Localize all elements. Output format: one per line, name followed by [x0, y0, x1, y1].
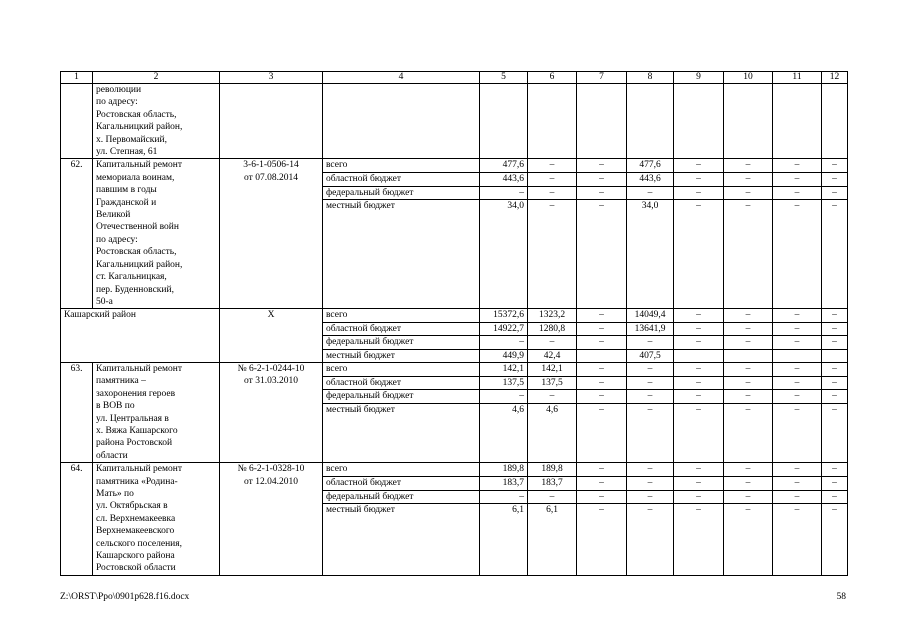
value-cell: – [577, 463, 627, 477]
value-cell: 443,6 [480, 172, 528, 186]
funding-source-cell: всего [323, 463, 480, 477]
value-cell: – [528, 390, 577, 404]
value-cell: – [822, 322, 848, 335]
value-cell: 4,6 [528, 403, 577, 462]
value-cell: – [528, 186, 577, 200]
value-cell: – [627, 463, 674, 477]
empty-cell [822, 84, 848, 159]
empty-cell [773, 84, 822, 159]
value-cell [577, 349, 627, 362]
value-cell: 15372,6 [480, 309, 528, 322]
value-cell: – [480, 336, 528, 349]
value-cell: – [724, 322, 773, 335]
value-cell: – [627, 186, 674, 200]
column-header-5: 5 [480, 72, 528, 84]
document-code-cell: Х [220, 309, 323, 363]
value-cell: – [724, 476, 773, 490]
value-cell: – [627, 336, 674, 349]
value-cell: – [528, 200, 577, 309]
column-header-6: 6 [528, 72, 577, 84]
value-cell: – [674, 376, 724, 390]
empty-cell [528, 84, 577, 159]
value-cell: – [724, 376, 773, 390]
value-cell: – [627, 376, 674, 390]
table-row [61, 84, 848, 159]
value-cell: – [724, 159, 773, 173]
value-cell: 6,1 [480, 504, 528, 576]
value-cell: – [480, 490, 528, 504]
column-header-8: 8 [627, 72, 674, 84]
value-cell: – [724, 490, 773, 504]
value-cell: – [480, 186, 528, 200]
object-name-cell: революции по адресу: Ростовская область, Кагальницкий район, х. Первомайский, ул. Степная, 61 [93, 84, 220, 159]
column-header-4: 4 [323, 72, 480, 84]
value-cell: – [674, 476, 724, 490]
value-cell: 1323,2 [528, 309, 577, 322]
value-cell: – [822, 490, 848, 504]
value-cell: – [674, 490, 724, 504]
value-cell: – [627, 490, 674, 504]
value-cell [674, 349, 724, 362]
funding-source-cell: областной бюджет [323, 172, 480, 186]
funding-source-cell: областной бюджет [323, 476, 480, 490]
row-number-cell: 64. [61, 463, 93, 576]
value-cell: – [674, 322, 724, 335]
value-cell: – [724, 403, 773, 462]
value-cell: – [724, 200, 773, 309]
value-cell: 183,7 [528, 476, 577, 490]
value-cell: 189,8 [480, 463, 528, 477]
value-cell: 137,5 [480, 376, 528, 390]
value-cell: – [528, 336, 577, 349]
value-cell: – [674, 390, 724, 404]
value-cell: 14922,7 [480, 322, 528, 335]
value-cell: 34,0 [627, 200, 674, 309]
empty-cell [674, 84, 724, 159]
value-cell: – [577, 476, 627, 490]
footer-page-number: 58 [836, 592, 846, 602]
value-cell: 407,5 [627, 349, 674, 362]
value-cell: – [822, 309, 848, 322]
value-cell: – [674, 186, 724, 200]
value-cell: – [627, 476, 674, 490]
object-name-cell: Кашарский район [61, 309, 220, 363]
value-cell: – [577, 376, 627, 390]
table-row [61, 362, 848, 376]
value-cell: 137,5 [528, 376, 577, 390]
value-cell: – [822, 336, 848, 349]
object-name-cell: Капитальный ремонт памятника – захоронения героев в ВОВ по ул. Центральная в х. Вяжа Кашарского района Ростовской области [93, 362, 220, 462]
column-header-3: 3 [220, 72, 323, 84]
funding-source-cell: федеральный бюджет [323, 186, 480, 200]
value-cell: – [674, 403, 724, 462]
empty-cell [627, 84, 674, 159]
value-cell: – [822, 463, 848, 477]
value-cell: – [822, 390, 848, 404]
value-cell: – [773, 504, 822, 576]
value-cell: – [822, 504, 848, 576]
value-cell: – [773, 200, 822, 309]
document-code-cell: 3-6-1-0506-14 от 07.08.2014 [220, 159, 323, 309]
value-cell: – [627, 403, 674, 462]
value-cell: – [724, 463, 773, 477]
value-cell: – [773, 463, 822, 477]
value-cell: 142,1 [528, 362, 577, 376]
empty-cell [323, 84, 480, 159]
column-header-1: 1 [61, 72, 93, 84]
value-cell: – [822, 200, 848, 309]
column-header-11: 11 [773, 72, 822, 84]
value-cell: – [577, 172, 627, 186]
value-cell [822, 349, 848, 362]
funding-source-cell: местный бюджет [323, 403, 480, 462]
value-cell: – [674, 336, 724, 349]
value-cell: – [773, 336, 822, 349]
value-cell: – [773, 390, 822, 404]
value-cell: – [773, 159, 822, 173]
value-cell: – [724, 362, 773, 376]
empty-cell [480, 84, 528, 159]
value-cell: – [674, 159, 724, 173]
value-cell: – [724, 186, 773, 200]
funding-source-cell: федеральный бюджет [323, 390, 480, 404]
object-name-cell: Капитальный ремонт мемориала воинам, павшим в годы Гражданской и Великой Отечественной войн по адресу: Ростовская область, Кагальницкий район, ст. Кагальницкая, пер. Буденновский, 50-а [93, 159, 220, 309]
value-cell: 189,8 [528, 463, 577, 477]
value-cell: – [577, 159, 627, 173]
value-cell: – [773, 490, 822, 504]
value-cell: – [577, 309, 627, 322]
row-number-cell [61, 84, 93, 159]
document-code-cell: № 6-2-1-0328-10 от 12.04.2010 [220, 463, 323, 576]
column-header-9: 9 [674, 72, 724, 84]
value-cell: – [773, 172, 822, 186]
value-cell: – [577, 200, 627, 309]
funding-source-cell: всего [323, 362, 480, 376]
value-cell: 443,6 [627, 172, 674, 186]
value-cell: – [674, 362, 724, 376]
value-cell: – [674, 309, 724, 322]
value-cell: – [724, 504, 773, 576]
value-cell: – [773, 362, 822, 376]
value-cell: – [773, 322, 822, 335]
empty-cell [724, 84, 773, 159]
value-cell: – [627, 504, 674, 576]
value-cell: – [822, 476, 848, 490]
value-cell: – [822, 362, 848, 376]
value-cell: – [724, 309, 773, 322]
table-row [61, 463, 848, 477]
value-cell: – [627, 390, 674, 404]
column-header-10: 10 [724, 72, 773, 84]
empty-cell [220, 84, 323, 159]
value-cell: – [773, 186, 822, 200]
funding-source-cell: всего [323, 159, 480, 173]
column-header-12: 12 [822, 72, 848, 84]
value-cell: 14049,4 [627, 309, 674, 322]
value-cell: – [577, 336, 627, 349]
value-cell: – [577, 362, 627, 376]
value-cell: – [528, 172, 577, 186]
value-cell: – [773, 403, 822, 462]
value-cell: – [724, 390, 773, 404]
value-cell: – [577, 490, 627, 504]
value-cell: – [627, 362, 674, 376]
value-cell: 1280,8 [528, 322, 577, 335]
row-number-cell: 62. [61, 159, 93, 309]
budget-table [60, 71, 848, 576]
value-cell: – [577, 504, 627, 576]
value-cell: – [773, 476, 822, 490]
document-code-cell: № 6-2-1-0244-10 от 31.03.2010 [220, 362, 323, 462]
value-cell [773, 349, 822, 362]
funding-source-cell: федеральный бюджет [323, 336, 480, 349]
funding-source-cell: областной бюджет [323, 322, 480, 335]
value-cell: – [528, 159, 577, 173]
value-cell: – [674, 200, 724, 309]
value-cell: – [577, 390, 627, 404]
funding-source-cell: местный бюджет [323, 200, 480, 309]
value-cell: – [577, 322, 627, 335]
value-cell: – [674, 504, 724, 576]
value-cell: – [577, 403, 627, 462]
value-cell: 13641,9 [627, 322, 674, 335]
value-cell: 142,1 [480, 362, 528, 376]
value-cell: 42,4 [528, 349, 577, 362]
value-cell: – [822, 159, 848, 173]
value-cell: – [822, 172, 848, 186]
funding-source-cell: местный бюджет [323, 504, 480, 576]
value-cell: 477,6 [480, 159, 528, 173]
value-cell: 34,0 [480, 200, 528, 309]
value-cell: 183,7 [480, 476, 528, 490]
value-cell: – [724, 336, 773, 349]
value-cell: – [528, 490, 577, 504]
value-cell: – [822, 403, 848, 462]
funding-source-cell: местный бюджет [323, 349, 480, 362]
funding-source-cell: федеральный бюджет [323, 490, 480, 504]
object-name-cell: Капитальный ремонт памятника «Родина- Мать» по ул. Октябрьская в сл. Верхнемакеевка Верхнемакеевского сельского поселения, Кашарского района Ростовской области [93, 463, 220, 576]
header-row [61, 72, 848, 84]
table-row [61, 159, 848, 173]
value-cell: 477,6 [627, 159, 674, 173]
value-cell: – [724, 172, 773, 186]
table-row [61, 309, 848, 322]
value-cell: – [822, 186, 848, 200]
value-cell: – [773, 309, 822, 322]
funding-source-cell: областной бюджет [323, 376, 480, 390]
footer-file-path: Z:\ORST\Ppo\0901p628.f16.docx [60, 592, 190, 602]
value-cell: – [674, 172, 724, 186]
value-cell: – [773, 376, 822, 390]
column-header-2: 2 [93, 72, 220, 84]
value-cell: – [577, 186, 627, 200]
value-cell: 4,6 [480, 403, 528, 462]
row-number-cell: 63. [61, 362, 93, 462]
funding-source-cell: всего [323, 309, 480, 322]
empty-cell [577, 84, 627, 159]
column-header-7: 7 [577, 72, 627, 84]
value-cell: 6,1 [528, 504, 577, 576]
value-cell: – [480, 390, 528, 404]
value-cell: 449,9 [480, 349, 528, 362]
value-cell: – [822, 376, 848, 390]
value-cell: – [674, 463, 724, 477]
value-cell [724, 349, 773, 362]
